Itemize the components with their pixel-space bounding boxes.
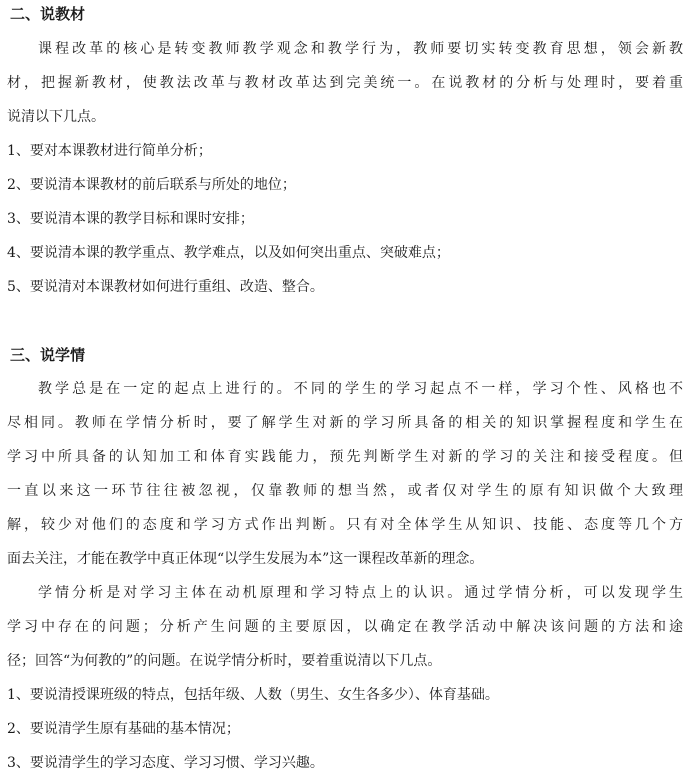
list-item: 2、要说清本课教材的前后联系与所处的地位； bbox=[7, 177, 296, 193]
list-item: 3、要说清本课的教学目标和课时安排； bbox=[7, 211, 254, 227]
paragraph-line: 学情分析是对学习主体在动机原理和学习特点上的认识。通过学情分析，可以发现学生 bbox=[38, 585, 683, 601]
paragraph-line: 课程改革的核心是转变教师教学观念和教学行为，教师要切实转变教育思想，领会新教 bbox=[38, 41, 683, 57]
list-item: 1、要说清授课班级的特点，包括年级、人数（男生、女生各多少）、体育基础。 bbox=[7, 687, 499, 703]
paragraph-line: 学习中所具备的认知加工和体育实践能力，预先判断学生对新的学习的关注和接受程度。但 bbox=[7, 449, 683, 465]
list-item: 4、要说清本课的教学重点、教学难点，以及如何突出重点、突破难点； bbox=[7, 245, 450, 261]
section-heading-textbook: 二、说教材 bbox=[10, 5, 86, 23]
list-item: 1、要对本课教材进行简单分析； bbox=[7, 143, 212, 159]
paragraph-line: 面去关注，才能在教学中真正体现“以学生发展为本”这一课程改革新的理念。 bbox=[7, 551, 484, 567]
paragraph-line: 径；回答“为何教的”的问题。在说学情分析时，要着重说清以下几点。 bbox=[7, 653, 442, 669]
list-item: 2、要说清学生原有基础的基本情况； bbox=[7, 721, 240, 737]
paragraph-line: 尽相同。教师在学情分析时，要了解学生对新的学习所具备的相关的知识掌握程度和学生在 bbox=[7, 415, 683, 431]
paragraph-line: 学习中存在的问题；分析产生问题的主要原因，以确定在教学活动中解决该问题的方法和途 bbox=[7, 619, 683, 635]
paragraph-line: 材，把握新教材，使教法改革与教材改革达到完美统一。在说教材的分析与处理时，要着重 bbox=[7, 75, 683, 91]
list-item: 5、要说清对本课教材如何进行重组、改造、整合。 bbox=[7, 279, 324, 295]
paragraph-line: 说清以下几点。 bbox=[7, 109, 105, 125]
paragraph-line: 教学总是在一定的起点上进行的。不同的学生的学习起点不一样，学习个性、风格也不 bbox=[38, 381, 683, 397]
list-item: 3、要说清学生的学习态度、学习习惯、学习兴趣。 bbox=[7, 755, 324, 771]
paragraph-line: 一直以来这一环节往往被忽视，仅靠教师的想当然，或者仅对学生的原有知识做个大致理 bbox=[7, 483, 683, 499]
paragraph-line: 解，较少对他们的态度和学习方式作出判断。只有对全体学生从知识、技能、态度等几个方 bbox=[7, 517, 683, 533]
section-heading-learners: 三、说学情 bbox=[10, 346, 86, 364]
